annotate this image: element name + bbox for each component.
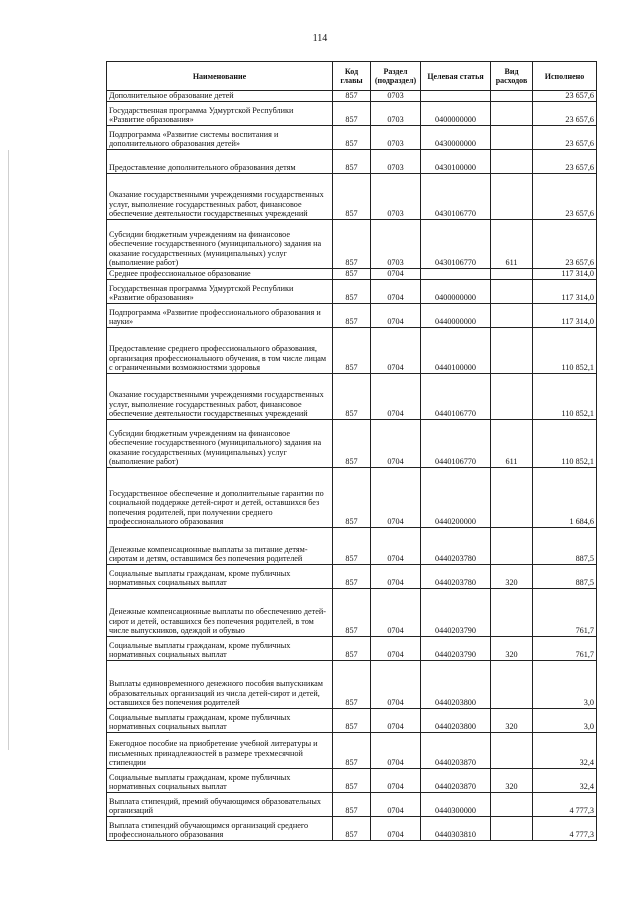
column-header-done: Исполнено (533, 62, 597, 91)
cell-amount: 887,5 (533, 528, 597, 565)
cell-section: 0704 (371, 269, 421, 280)
cell-amount: 23 657,6 (533, 220, 597, 269)
table-row (107, 420, 597, 468)
cell-amount: 23 657,6 (533, 150, 597, 174)
cell-expense: 320 (491, 565, 533, 589)
cell-target (421, 91, 491, 102)
cell-expense: 611 (491, 420, 533, 468)
cell-name: Государственная программа Удмуртской Республики «Развитие образования» (107, 102, 333, 126)
cell-name: Дополнительное образование детей (107, 91, 333, 102)
cell-section: 0704 (371, 565, 421, 589)
cell-section: 0703 (371, 91, 421, 102)
cell-target: 0440203800 (421, 661, 491, 709)
cell-section: 0704 (371, 769, 421, 793)
cell-amount: 117 314,0 (533, 304, 597, 328)
cell-name: Социальные выплаты гражданам, кроме публичных нормативных социальных выплат (107, 769, 333, 793)
cell-amount: 32,4 (533, 733, 597, 769)
cell-name: Государственная программа Удмуртской Республики «Развитие образования» (107, 280, 333, 304)
cell-expense (491, 328, 533, 374)
cell-expense (491, 733, 533, 769)
cell-name: Предоставление среднего профессионального образования, организация профессионального обучения, в том числе лицам с ограниченными возможностями здоровья (107, 328, 333, 374)
cell-code: 857 (333, 637, 371, 661)
cell-expense (491, 269, 533, 280)
cell-code: 857 (333, 91, 371, 102)
cell-name: Предоставление дополнительного образования детям (107, 150, 333, 174)
cell-section: 0704 (371, 793, 421, 817)
cell-name: Среднее профессиональное образование (107, 269, 333, 280)
cell-code: 857 (333, 468, 371, 528)
cell-name: Подпрограмма «Развитие профессионального образования и науки» (107, 304, 333, 328)
cell-amount: 117 314,0 (533, 269, 597, 280)
cell-code: 857 (333, 589, 371, 637)
table-row (107, 328, 597, 374)
table-row (107, 769, 597, 793)
column-header-code: Код главы (333, 62, 371, 91)
table-row (107, 661, 597, 709)
table-row (107, 280, 597, 304)
cell-code: 857 (333, 733, 371, 769)
cell-section: 0703 (371, 220, 421, 269)
cell-amount: 110 852,1 (533, 420, 597, 468)
cell-expense: 320 (491, 637, 533, 661)
cell-target: 0440203870 (421, 769, 491, 793)
cell-target: 0440300000 (421, 793, 491, 817)
cell-expense (491, 91, 533, 102)
cell-section: 0704 (371, 328, 421, 374)
cell-amount: 761,7 (533, 589, 597, 637)
cell-name: Денежные компенсационные выплаты по обеспечению детей-сирот и детей, оставшихся без попечения родителей, в том числе выпускников, одеждой и обувью (107, 589, 333, 637)
cell-section: 0704 (371, 733, 421, 769)
cell-section: 0704 (371, 817, 421, 841)
cell-target: 0440203780 (421, 565, 491, 589)
cell-expense: 611 (491, 220, 533, 269)
table-row (107, 589, 597, 637)
cell-name: Субсидии бюджетным учреждениям на финансовое обеспечение государственного (муниципального) задания на оказание государственных (муниципальных) услуг (выполнение работ) (107, 220, 333, 269)
cell-expense (491, 150, 533, 174)
cell-amount: 23 657,6 (533, 126, 597, 150)
cell-amount: 4 777,3 (533, 793, 597, 817)
cell-amount: 32,4 (533, 769, 597, 793)
cell-name: Социальные выплаты гражданам, кроме публичных нормативных социальных выплат (107, 637, 333, 661)
table-row (107, 565, 597, 589)
cell-amount: 4 777,3 (533, 817, 597, 841)
cell-code: 857 (333, 769, 371, 793)
cell-amount: 23 657,6 (533, 102, 597, 126)
table-row (107, 91, 597, 102)
cell-target: 0430100000 (421, 150, 491, 174)
table-row (107, 174, 597, 220)
cell-section: 0703 (371, 126, 421, 150)
table-row (107, 220, 597, 269)
cell-target: 0400000000 (421, 280, 491, 304)
cell-code: 857 (333, 220, 371, 269)
cell-target: 0440100000 (421, 328, 491, 374)
cell-name: Выплаты единовременного денежного пособия выпускникам образовательных организаций из числа детей-сирот и детей, оставшихся без попечения родителей (107, 661, 333, 709)
table-row (107, 304, 597, 328)
cell-amount: 3,0 (533, 709, 597, 733)
cell-section: 0704 (371, 420, 421, 468)
cell-expense (491, 102, 533, 126)
cell-code: 857 (333, 126, 371, 150)
table-row (107, 528, 597, 565)
cell-code: 857 (333, 420, 371, 468)
cell-code: 857 (333, 150, 371, 174)
table-header-row (107, 62, 597, 91)
cell-target: 0440106770 (421, 420, 491, 468)
cell-target: 0430106770 (421, 174, 491, 220)
cell-expense (491, 468, 533, 528)
cell-expense (491, 280, 533, 304)
table-row (107, 733, 597, 769)
cell-code: 857 (333, 793, 371, 817)
cell-section: 0704 (371, 709, 421, 733)
table-row (107, 817, 597, 841)
cell-expense (491, 528, 533, 565)
cell-code: 857 (333, 374, 371, 420)
scan-edge-line (8, 150, 9, 750)
cell-amount: 117 314,0 (533, 280, 597, 304)
cell-code: 857 (333, 565, 371, 589)
cell-amount: 23 657,6 (533, 91, 597, 102)
column-header-target: Целевая статья (421, 62, 491, 91)
cell-expense (491, 817, 533, 841)
cell-expense (491, 304, 533, 328)
cell-section: 0704 (371, 661, 421, 709)
table-row (107, 793, 597, 817)
cell-target: 0440203790 (421, 637, 491, 661)
cell-expense (491, 174, 533, 220)
cell-code: 857 (333, 174, 371, 220)
cell-expense (491, 661, 533, 709)
cell-section: 0704 (371, 468, 421, 528)
cell-target: 0440200000 (421, 468, 491, 528)
cell-target: 0440203800 (421, 709, 491, 733)
cell-name: Выплата стипендий обучающимся организаций среднего профессионального образования (107, 817, 333, 841)
cell-section: 0704 (371, 304, 421, 328)
cell-target: 0440203790 (421, 589, 491, 637)
cell-name: Ежегодное пособие на приобретение учебной литературы и письменных принадлежностей в размере трехмесячной стипендии (107, 733, 333, 769)
cell-section: 0704 (371, 280, 421, 304)
cell-code: 857 (333, 102, 371, 126)
cell-section: 0704 (371, 528, 421, 565)
cell-code: 857 (333, 817, 371, 841)
cell-code: 857 (333, 528, 371, 565)
cell-code: 857 (333, 280, 371, 304)
cell-amount: 3,0 (533, 661, 597, 709)
table-row (107, 150, 597, 174)
cell-expense (491, 374, 533, 420)
table-row (107, 102, 597, 126)
cell-target: 0440203870 (421, 733, 491, 769)
cell-section: 0703 (371, 174, 421, 220)
cell-target: 0430106770 (421, 220, 491, 269)
cell-expense: 320 (491, 709, 533, 733)
cell-name: Оказание государственными учреждениями государственных услуг, выполнение государственных работ, финансовое обеспечение деятельности государственных учреждений (107, 174, 333, 220)
cell-name: Государственное обеспечение и дополнительные гарантии по социальной поддержке детей-сирот и детей, оставшихся без попечения родителей, при получении среднего профессионального образования (107, 468, 333, 528)
cell-code: 857 (333, 709, 371, 733)
column-header-section: Раздел (подраздел) (371, 62, 421, 91)
cell-target (421, 269, 491, 280)
cell-target: 0440106770 (421, 374, 491, 420)
cell-amount: 761,7 (533, 637, 597, 661)
cell-name: Денежные компенсационные выплаты за питание детям-сиротам и детям, оставшимся без попечения родителей (107, 528, 333, 565)
cell-section: 0704 (371, 374, 421, 420)
cell-name: Выплата стипендий, премий обучающимся образовательных организаций (107, 793, 333, 817)
cell-name: Оказание государственными учреждениями государственных услуг, выполнение государственных работ, финансовое обеспечение деятельности государственных учреждений (107, 374, 333, 420)
cell-target: 0440203780 (421, 528, 491, 565)
cell-target: 0440303810 (421, 817, 491, 841)
cell-code: 857 (333, 304, 371, 328)
table-row (107, 126, 597, 150)
cell-target: 0400000000 (421, 102, 491, 126)
cell-section: 0704 (371, 637, 421, 661)
cell-section: 0703 (371, 150, 421, 174)
cell-expense: 320 (491, 769, 533, 793)
table-row (107, 374, 597, 420)
cell-target: 0430000000 (421, 126, 491, 150)
table-row (107, 269, 597, 280)
cell-target: 0440000000 (421, 304, 491, 328)
cell-amount: 110 852,1 (533, 328, 597, 374)
page-number: 114 (312, 33, 328, 44)
cell-section: 0704 (371, 589, 421, 637)
cell-amount: 23 657,6 (533, 174, 597, 220)
cell-expense (491, 126, 533, 150)
cell-code: 857 (333, 661, 371, 709)
cell-amount: 1 684,6 (533, 468, 597, 528)
cell-code: 857 (333, 269, 371, 280)
cell-section: 0703 (371, 102, 421, 126)
budget-table (106, 61, 597, 841)
cell-amount: 110 852,1 (533, 374, 597, 420)
table-row (107, 468, 597, 528)
cell-expense (491, 793, 533, 817)
table-row (107, 709, 597, 733)
cell-code: 857 (333, 328, 371, 374)
cell-name: Субсидии бюджетным учреждениям на финансовое обеспечение государственного (муниципального) задания на оказание государственных (муниципальных) услуг (выполнение работ) (107, 420, 333, 468)
cell-expense (491, 589, 533, 637)
column-header-expense: Вид расходов (491, 62, 533, 91)
column-header-name: Наименование (107, 62, 333, 91)
cell-amount: 887,5 (533, 565, 597, 589)
cell-name: Социальные выплаты гражданам, кроме публичных нормативных социальных выплат (107, 565, 333, 589)
cell-name: Социальные выплаты гражданам, кроме публичных нормативных социальных выплат (107, 709, 333, 733)
table-row (107, 637, 597, 661)
cell-name: Подпрограмма «Развитие системы воспитания и дополнительного образования детей» (107, 126, 333, 150)
